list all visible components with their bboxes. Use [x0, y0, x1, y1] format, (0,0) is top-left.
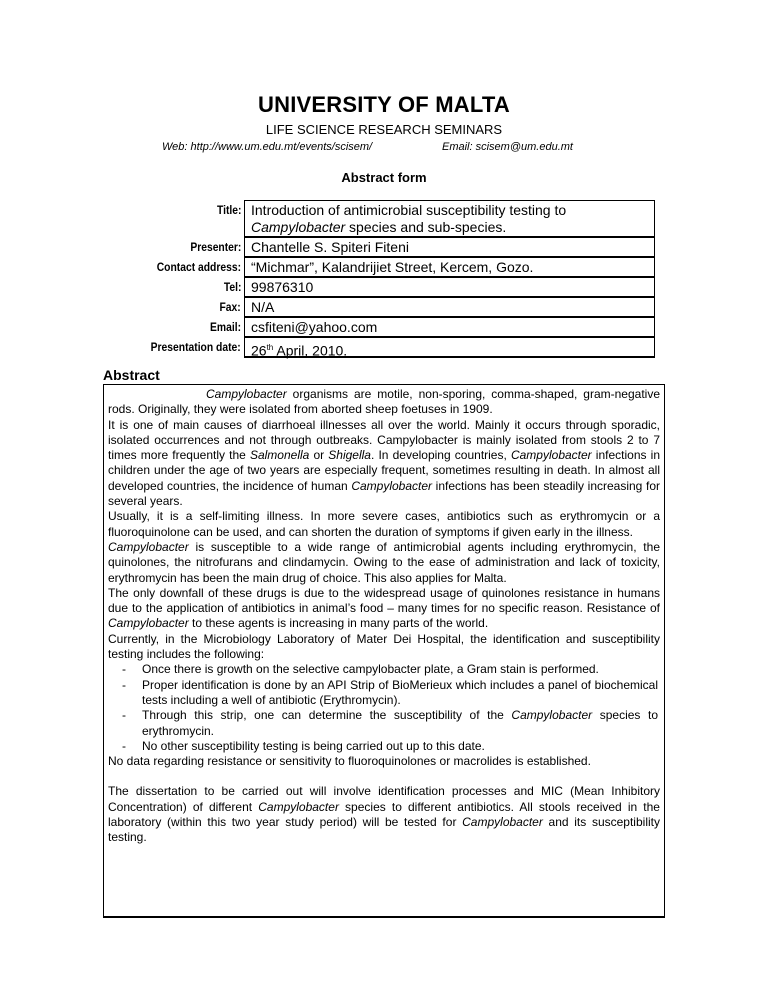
abstract-paragraph-6: Currently, in the Microbiology Laboratory of Mater Dei Hospital, the identification and susceptibility testing includes the following:: [108, 631, 660, 662]
text-span: species to erythromycin.: [142, 708, 659, 738]
address-label: Contact address:: [156, 260, 241, 274]
abstract-box: [103, 384, 665, 918]
date-suffix: th: [266, 343, 274, 352]
genus-name: Salmonella: [249, 448, 310, 463]
tel-field: 99876310: [244, 277, 655, 297]
abstract-paragraph-3: Usually, it is a self-limiting illness. In more severe cases, antibiotics such as erythromycin or a fluoroquinolone can be used, and can shorten the duration of symptoms if given early in the illness.: [108, 509, 660, 539]
list-item: - Proper identification is done by an API Strip of BioMerieux which includes a panel of biochemical tests including a well of antibiotic (Erythromycin).: [108, 678, 660, 709]
email-field: csfiteni@yahoo.com: [244, 317, 655, 337]
genus-name: Campylobacter: [462, 815, 543, 830]
testing-list: [108, 662, 660, 754]
title-field: [244, 200, 655, 237]
genus-name: Campylobacter: [108, 539, 189, 554]
date-label: Presentation date:: [150, 340, 241, 354]
text-span: The only downfall of these drugs is due to the widespread usage of quinolones resistance in humans due to the application of antibiotics in animal’s food – many times for no specific reason. Resistance of: [108, 585, 660, 616]
text-span: to these agents is increasing in many parts of the world.: [188, 616, 489, 631]
genus-name: Campylobacter: [108, 616, 189, 631]
list-item: - No other susceptibility testing is being carried out up to this date.: [108, 739, 660, 754]
text-span: and its susceptibility testing.: [108, 815, 660, 845]
seminars-subtitle: LIFE SCIENCE RESEARCH SEMINARS: [265, 122, 503, 137]
date-day: 26: [251, 342, 267, 359]
title-genus: Campylobacter: [251, 219, 346, 235]
genus-name: Campylobacter: [258, 799, 339, 814]
fax-label: Fax:: [219, 300, 241, 314]
fax-field: N/A: [244, 297, 655, 317]
genus-name: Campylobacter: [206, 387, 287, 401]
title-line1: Introduction of antimicrobial susceptibility testing to: [251, 202, 567, 218]
text-span: . In developing countries,: [370, 448, 511, 463]
text-span: It is one of main causes of diarrhoeal illnesses all over the world. Mainly it occurs through sporadic, isolated occurrences and not through outbreaks. Campylobacter is mainly isolated from stools 2 to 7 times more frequently the: [108, 417, 660, 463]
tel-label: Tel:: [223, 280, 241, 294]
address-field: “Michmar”, Kalandrijiet Street, Kercem, Gozo.: [244, 257, 655, 277]
web-link[interactable]: Web: http://www.um.edu.mt/events/scisem/: [162, 141, 373, 153]
abstract-paragraph-5: [108, 586, 660, 632]
title-label: Title:: [216, 203, 241, 217]
text-span: is susceptible to a wide range of antimicrobial agents including erythromycin, the quinolones, the nitrofurans and clindamycin. Owing to the ease of administration and lack of toxicity, erythromycin has been the main drug of choice. This also applies for Malta.: [108, 539, 660, 585]
presenter-field: Chantelle S. Spiteri Fiteni: [244, 237, 655, 257]
abstract-heading: Abstract: [103, 367, 160, 383]
text-span: The dissertation to be carried out will involve identification processes and MIC (Mean Inhibitory Concentration) of different: [108, 784, 660, 814]
abstract-paragraph-8: [108, 784, 660, 845]
presenter-label: Presenter:: [189, 240, 241, 254]
genus-name: Campylobacter: [510, 448, 592, 463]
abstract-paragraph-2: [108, 418, 660, 510]
date-rest: April, 2010.: [273, 342, 348, 359]
text-span: infections in children under the age of two years are especially frequent, sometimes resulting in death. In almost all developed countries, the incidence of human: [108, 448, 660, 493]
list-item: [108, 708, 660, 739]
text-span: Through this strip, one can determine the susceptibility of the: [142, 708, 512, 723]
text-span: infections has been steadily increasing for several years.: [108, 478, 660, 509]
abstract-paragraph-1: [108, 387, 660, 418]
text-span: species to different antibiotics. All stools received in the laboratory (within this two year study period) will be tested for: [108, 799, 660, 830]
genus-name: Shigella: [328, 448, 371, 463]
university-title: UNIVERSITY OF MALTA: [258, 92, 510, 117]
abstract-paragraph-4: [108, 540, 660, 586]
genus-name: Campylobacter: [511, 708, 593, 723]
email-label: Email:: [210, 320, 241, 334]
abstract-paragraph-7: No data regarding resistance or sensitivity to fluoroquinolones or macrolides is established.: [108, 754, 591, 769]
text-span: or: [309, 448, 329, 463]
email-link[interactable]: Email: scisem@um.edu.mt: [442, 141, 573, 153]
text-span: organisms are motile, non-sporing, comma-shaped, gram-negative rods. Originally, they were isolated from aborted sheep foetuses in 1909.: [108, 387, 660, 417]
title-line2: species and sub-species.: [345, 219, 507, 235]
date-field: [244, 337, 655, 358]
paragraph-gap: [108, 769, 660, 784]
list-item: - Once there is growth on the selective campylobacter plate, a Gram stain is performed.: [108, 662, 660, 677]
form-title: Abstract form: [341, 170, 427, 185]
genus-name: Campylobacter: [351, 478, 433, 493]
